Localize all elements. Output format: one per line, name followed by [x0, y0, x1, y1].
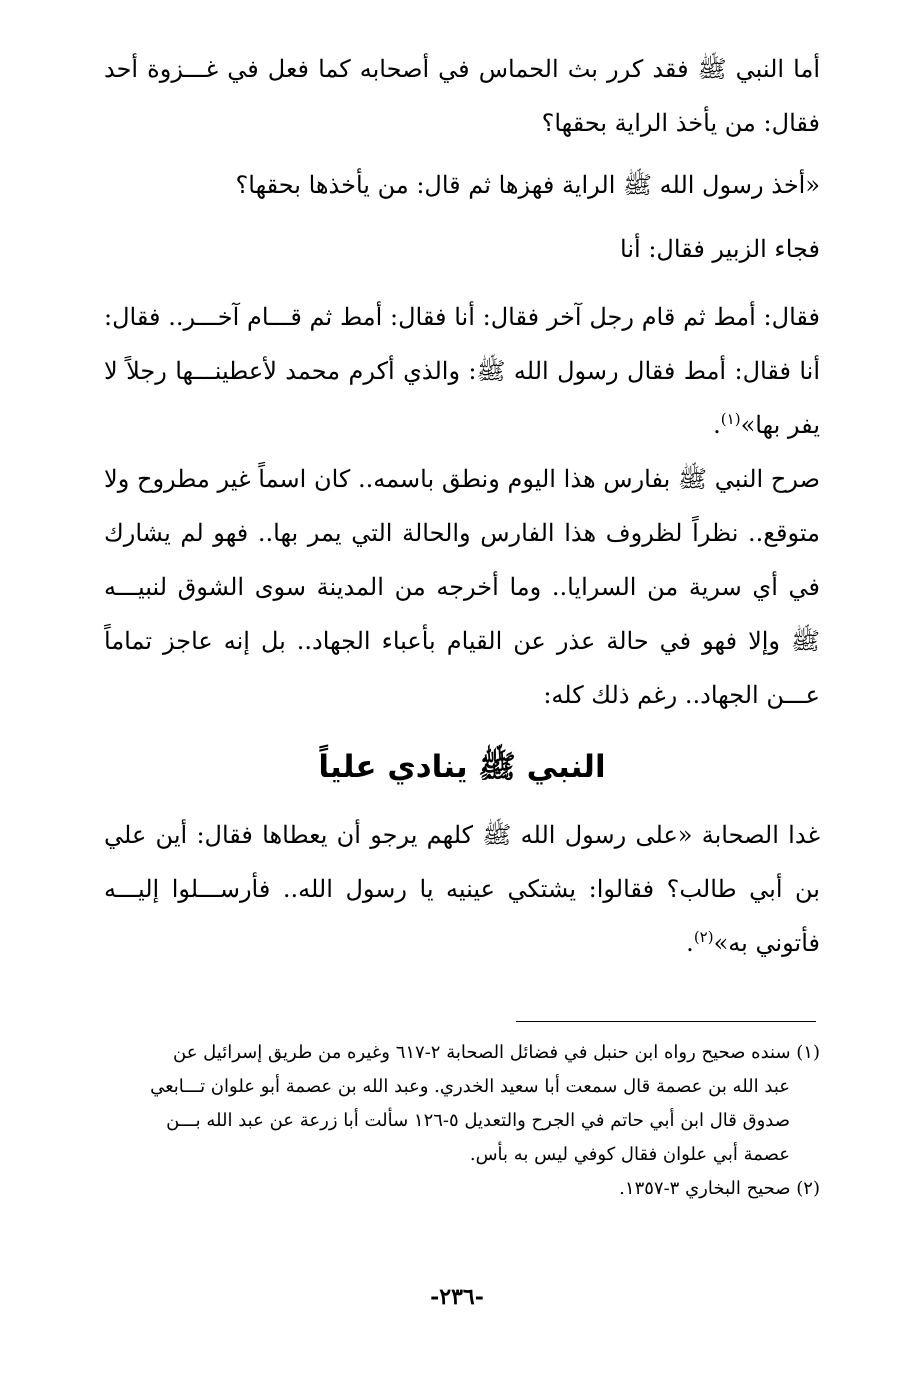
footnote-separator: [516, 1021, 816, 1022]
hadith-quote: [104, 158, 820, 212]
sentence-end: .: [713, 411, 721, 439]
footnote-ref-2: (٢): [693, 928, 714, 946]
paragraph: [104, 42, 820, 150]
paragraph-text: فقال: أمط ثم قام رجل آخر فقال: أنا فقال: أمط ثم قـــام آخـــر.. فقال: أنا فقال: أمط فقال رسول الله ﷺ: والذي أكرم محمد لأعطينـــها رجلاً لا يفر بها»: [104, 303, 820, 439]
footnote-line: (٢) صحيح البخاري ٣-١٣٥٧.: [619, 1178, 820, 1199]
footnotes: [104, 1036, 820, 1206]
paragraph-text: صرح النبي ﷺ بفارس هذا اليوم ونطق باسمه.. كان اسماً غير مطروح ولا متوقع.. نظراً لظروف هذا الفارس والحالة التي يمر بها.. فهو لم يشارك في أي سرية من السرايا.. وما أخرجه من المدينة سوى الشوق لنبيـــه ﷺ وإلا فهو في حالة عذر عن القيام بأعباء الجهاد.. بل إنه عاجز تماماً عـــن الجهاد.. رغم ذلك كله:: [104, 465, 820, 709]
paragraph: [104, 808, 820, 970]
paragraph-text: أما النبي ﷺ فقد كرر بث الحماس في أصحابه كما فعل في غـــزوة أحد فقال: من يأخذ الراية بحقها؟: [104, 55, 820, 137]
paragraph-text: فجاء الزبير فقال: أنا: [620, 235, 820, 263]
sentence-end: .: [686, 929, 694, 957]
footnote-line: صدوق قال ابن أبي حاتم في الجرح والتعديل ٥-١٢٦ سألت أبا زرعة عن عبد الله بـــن: [166, 1110, 790, 1131]
footnote-line: عصمة أبي علوان فقال كوفي ليس به بأس.: [469, 1144, 790, 1165]
paragraph: [104, 222, 820, 276]
footnote-line: عبد الله بن عصمة قال سمعت أبا سعيد الخدري. وعبد الله بن عصمة أبو علوان تـــابعي: [150, 1076, 790, 1097]
footnote-ref-1: (١): [720, 410, 741, 428]
paragraph: [104, 452, 820, 722]
page-number: -٢٣٦-: [430, 1284, 484, 1310]
section-heading: النبي ﷺ ينادي علياً: [318, 749, 606, 785]
paragraph-text: غدا الصحابة «على رسول الله ﷺ كلهم يرجو أن يعطاها فقال: أين علي بن أبي طالب؟ فقالوا: يشتكي عينيه يا رسول الله.. فأرســـلوا إليـــه فأتوني به»: [104, 821, 820, 957]
paragraph-text: «أخذ رسول الله ﷺ الراية فهزها ثم قال: من يأخذها بحقها؟: [235, 171, 820, 199]
paragraph: [104, 290, 820, 452]
footnote-line: (١) سنده صحيح رواه ابن حنبل في فضائل الصحابة ٢-٦١٧ وغيره من طريق إسرائيل عن: [173, 1042, 820, 1063]
